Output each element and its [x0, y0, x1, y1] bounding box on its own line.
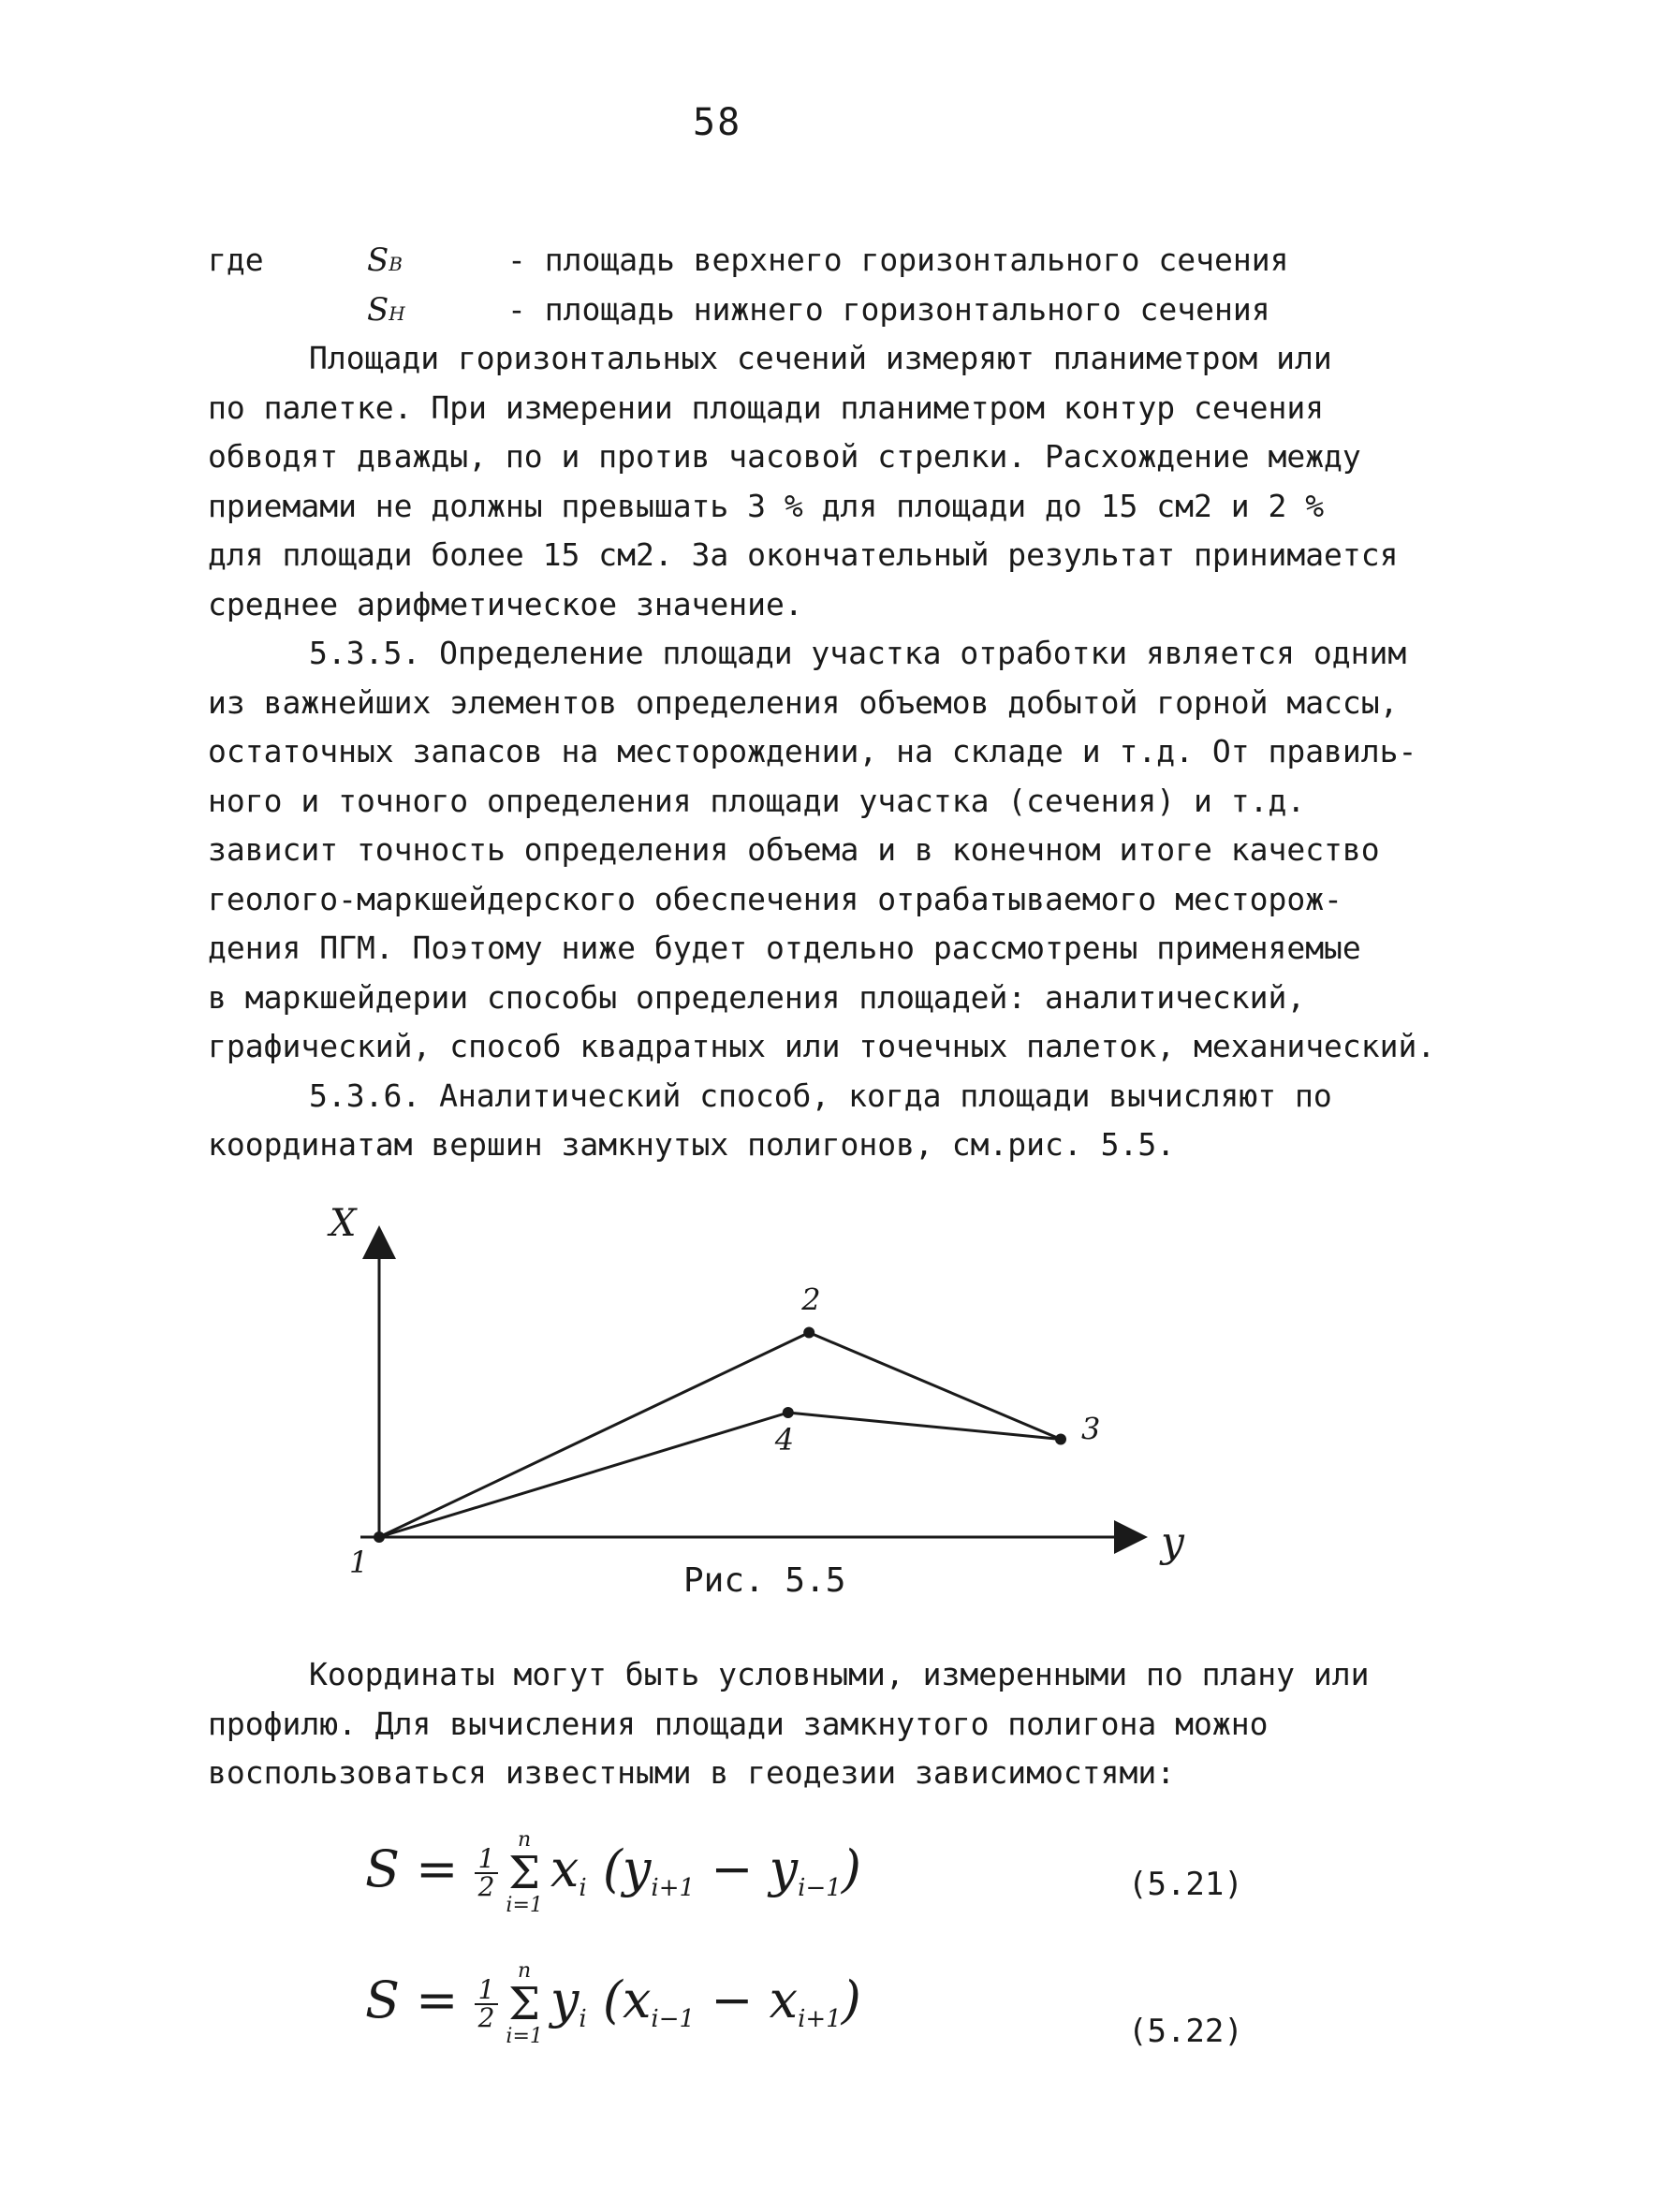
fraction: [475, 1843, 499, 1902]
paragraph-line: графический, способ квадратных или точечных палеток, механический.: [208, 1028, 1436, 1064]
sum-top: n: [518, 1828, 532, 1852]
formula-sub-2: i−1: [798, 1874, 842, 1902]
formula-number-5-22: (5.22): [1128, 2013, 1243, 2050]
paragraph-line: приемами не должны превышать 3 % для площади до 15 см2 и 2 %: [208, 487, 1325, 524]
vertex-label: 3: [1081, 1411, 1101, 1447]
legend-line-top: [208, 236, 1500, 286]
vertex-label: 2: [801, 1282, 821, 1318]
polygon-group: [349, 1282, 1100, 1574]
paragraph-line: Площади горизонтальных сечений измеряют планиметром или: [309, 340, 1332, 376]
paragraph-line: геолого-маркшейдерского обеспечения отрабатываемого месторож-: [208, 880, 1343, 917]
fraction-numerator: 1: [475, 1977, 499, 2005]
legend-symbol-top-sub: В: [389, 253, 403, 275]
formula-minus: − x: [695, 1970, 799, 2029]
formula-close: ): [841, 1839, 861, 1898]
paragraph-line: профилю. Для вычисления площади замкнутого полигона можно: [208, 1705, 1269, 1742]
legend-block: [208, 236, 1500, 334]
polygon-vertex: [783, 1407, 794, 1418]
paragraph-line: зависит точность определения объема и в конечном итоге качество: [208, 831, 1380, 868]
formula-var-sub: i: [579, 2005, 587, 2033]
polygon-edge: [379, 1333, 809, 1538]
paragraph-line: ного и точного определения площади участка (сечения) и т.д.: [208, 782, 1306, 819]
formula-number-5-21: (5.21): [1128, 1866, 1243, 1903]
formula-minus: − y: [695, 1839, 799, 1898]
fraction-denominator: 2: [477, 1871, 495, 1902]
sigma-icon: Σ: [508, 1847, 541, 1899]
sum-bottom: i=1: [506, 2025, 543, 2048]
polygon-edge: [379, 1413, 788, 1537]
formula-paren: (y: [602, 1839, 652, 1898]
formula-var: x: [550, 1839, 580, 1898]
formula-lead: S =: [365, 1839, 459, 1898]
paragraph-line: по палетке. При измерении площади планиметром контур сечения: [208, 388, 1325, 426]
paragraph-line: Координаты могут быть условными, измеренными по плану или: [309, 1656, 1370, 1692]
paragraph-line: из важнейших элементов определения объемов добытой горной массы,: [208, 683, 1399, 721]
body-text: [208, 334, 1500, 1170]
paragraph-line: остаточных запасов на месторождении, на складе и т.д. От правиль-: [208, 733, 1417, 769]
polygon-diagram: [318, 1198, 1208, 1573]
paragraph-line: дения ПГМ. Поэтому ниже будет отдельно рассмотрены применяемые: [208, 930, 1361, 966]
fraction-numerator: 1: [475, 1846, 499, 1874]
page-number: 58: [693, 101, 742, 144]
paragraph-line: для площади более 15 см2. За окончательный результат принимается: [208, 536, 1399, 573]
formula-var: y: [550, 1970, 580, 2029]
formula-sub-1: i+1: [651, 1874, 696, 1902]
formula-5-21: [365, 1830, 861, 1916]
formula-var-sub: i: [579, 1874, 587, 1902]
formula-close: ): [841, 1970, 861, 2029]
formula-sub-1: i−1: [651, 2005, 696, 2033]
paragraph-line: обводят дважды, по и против часовой стрелки. Расхождение между: [208, 438, 1361, 475]
legend-symbol-top-letter: S: [367, 242, 389, 279]
sigma-icon: Σ: [508, 1978, 541, 2030]
polygon-vertex: [374, 1531, 385, 1543]
paragraph-line: координатам вершин замкнутых полигонов, см.рис. 5.5.: [208, 1126, 1176, 1163]
sum-symbol: [506, 1961, 542, 2047]
legend-line-bottom: [208, 286, 1500, 335]
formula-sub-2: i+1: [798, 2005, 842, 2033]
figure-caption: Рис. 5.5: [683, 1561, 846, 1600]
legend-symbol-top: [367, 236, 507, 289]
fraction: [475, 1974, 499, 2033]
paragraph-line: 5.3.5. Определение площади участка отработки является одним: [309, 635, 1407, 671]
paragraph-line: 5.3.6. Аналитический способ, когда площади вычисляют по: [309, 1077, 1332, 1114]
legend-text-top: - площадь верхнего горизонтального сечения: [507, 242, 1289, 278]
y-axis-label: y: [1161, 1518, 1184, 1566]
sum-bottom: i=1: [506, 1894, 543, 1917]
legend-symbol-bottom-sub: Н: [389, 301, 405, 325]
figure-5-5: [318, 1198, 1208, 1591]
x-axis-label: X: [330, 1202, 357, 1245]
body-text-after-figure: [208, 1650, 1500, 1798]
legend-symbol-bottom: [367, 286, 507, 339]
fraction-denominator: 2: [477, 2002, 495, 2033]
sum-top: n: [518, 1959, 532, 1983]
polygon-vertex: [1055, 1434, 1066, 1445]
paragraph-line: в маркшейдерии способы определения площадей: аналитический,: [208, 978, 1306, 1016]
legend-text-bottom: - площадь нижнего горизонтального сечения: [507, 290, 1270, 328]
polygon-edge: [809, 1333, 1061, 1440]
formula-paren: (x: [602, 1970, 652, 2029]
polygon-vertex: [803, 1327, 814, 1339]
formula-lead: S =: [365, 1970, 459, 2029]
vertex-label: 4: [774, 1422, 795, 1458]
legend-symbol-bottom-letter: S: [367, 290, 389, 329]
legend-where-word: где: [208, 242, 264, 278]
polygon-edge: [788, 1413, 1061, 1440]
vertex-label: 1: [349, 1545, 369, 1573]
formula-5-22: [365, 1961, 861, 2047]
paragraph-line: среднее арифметическое значение.: [208, 585, 803, 623]
paragraph-line: воспользоваться известными в геодезии зависимостями:: [208, 1754, 1176, 1791]
sum-symbol: [506, 1830, 542, 1916]
